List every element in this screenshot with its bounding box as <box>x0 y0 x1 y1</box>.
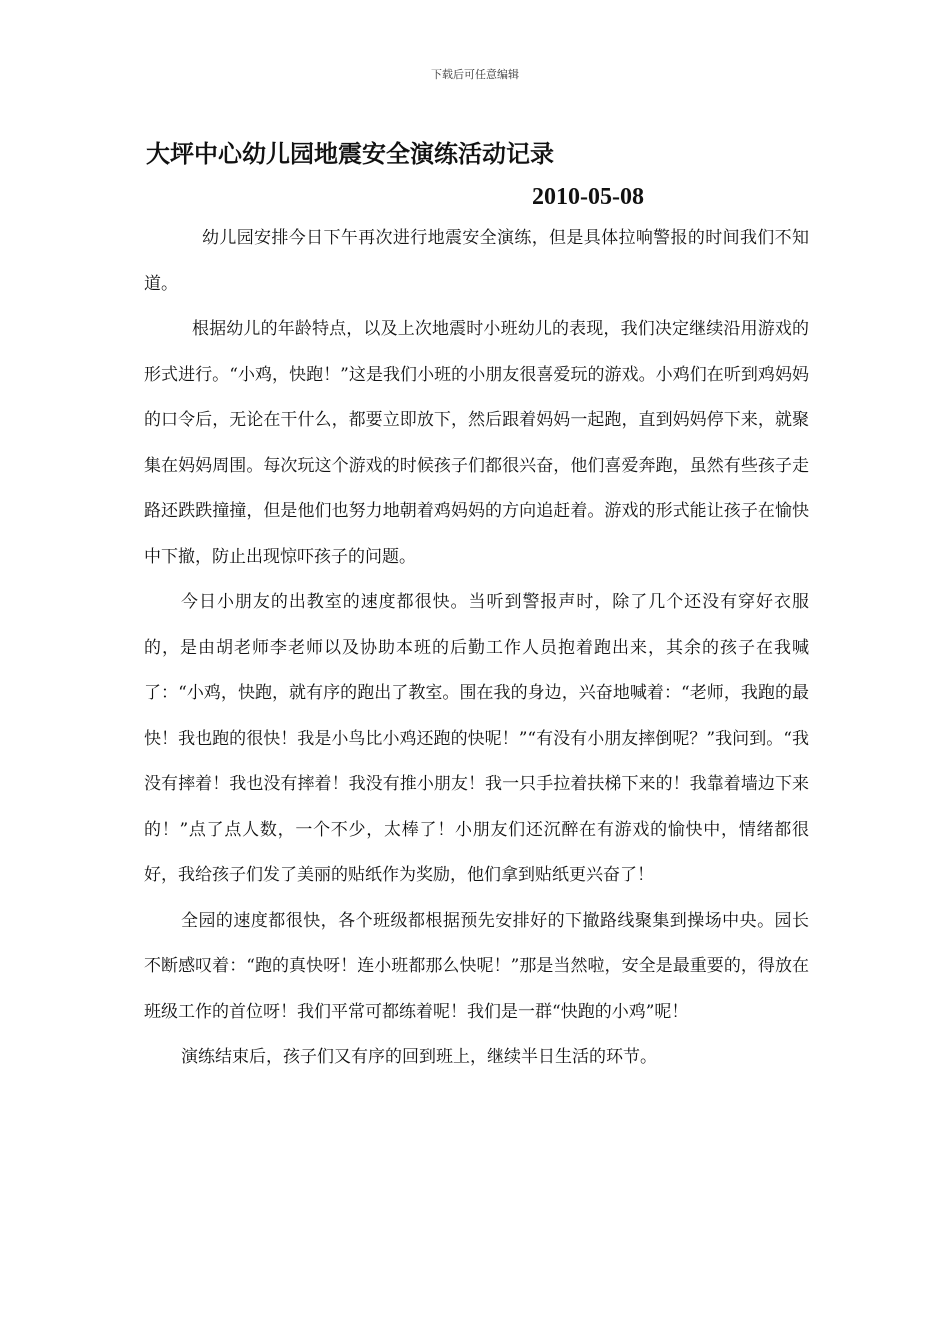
paragraph-intro: 幼儿园安排今日下午再次进行地震安全演练，但是具体拉响警报的时间我们不知道。 <box>144 228 809 294</box>
paragraph-method: 根据幼儿的年龄特点，以及上次地震时小班幼儿的表现，我们决定继续沿用游戏的形式进行。“小鸡，快跑！”这是我们小班的小朋友很喜爱玩的游戏。小鸡们在听到鸡妈妈的口令后，无论在干什么，都要立即放下，然后跟着妈妈一起跑，直到妈妈停下来，就聚集在妈妈周围。每次玩这个游戏的时候孩子们都很兴奋，他们喜爱奔跑，虽然有些孩子走路还跌跌撞撞，但是他们也努力地朝着鸡妈妈的方向追赶着。游戏的形式能让孩子在愉快中下撤，防止出现惊吓孩子的问题。 <box>144 319 809 567</box>
paragraph-conclusion: 演练结束后，孩子们又有序的回到班上，继续半日生活的环节。 <box>181 1047 657 1067</box>
paragraph-class-drill: 今日小朋友的出教室的速度都很快。当听到警报声时，除了几个还没有穿好衣服的，是由胡老师李老师以及协助本班的后勤工作人员抱着跑出来，其余的孩子在我喊了：“小鸡，快跑，就有序的跑出了教室。围在我的身边，兴奋地喊着：“老师，我跑的最快！我也跑的很快！我是小鸟比小鸡还跑的快呢！”“有没有小朋友摔倒呢？”我问到。“我没有摔着！我也没有摔着！我没有推小朋友！我一只手拉着扶梯下来的！我靠着墙边下来的！”点了点人数，一个不少，太棒了！小朋友们还沉醉在有游戏的愉快中，情绪都很好，我给孩子们发了美丽的贴纸作为奖励，他们拿到贴纸更兴奋了！ <box>144 592 809 885</box>
header-note: 下载后可任意编辑 <box>431 68 519 81</box>
document-title: 大坪中心幼儿园地震安全演练活动记录 <box>146 139 554 168</box>
document-body <box>144 216 809 1081</box>
paragraph-whole-school: 全园的速度都很快，各个班级都根据预先安排好的下撤路线聚集到操场中央。园长不断感叹着：“跑的真快呀！连小班都那么快呢！”那是当然啦，安全是最重要的，得放在班级工作的首位呀！我们平常可都练着呢！我们是一群“快跑的小鸡”呢！ <box>144 910 809 1022</box>
document-date: 2010-05-08 <box>532 184 644 210</box>
